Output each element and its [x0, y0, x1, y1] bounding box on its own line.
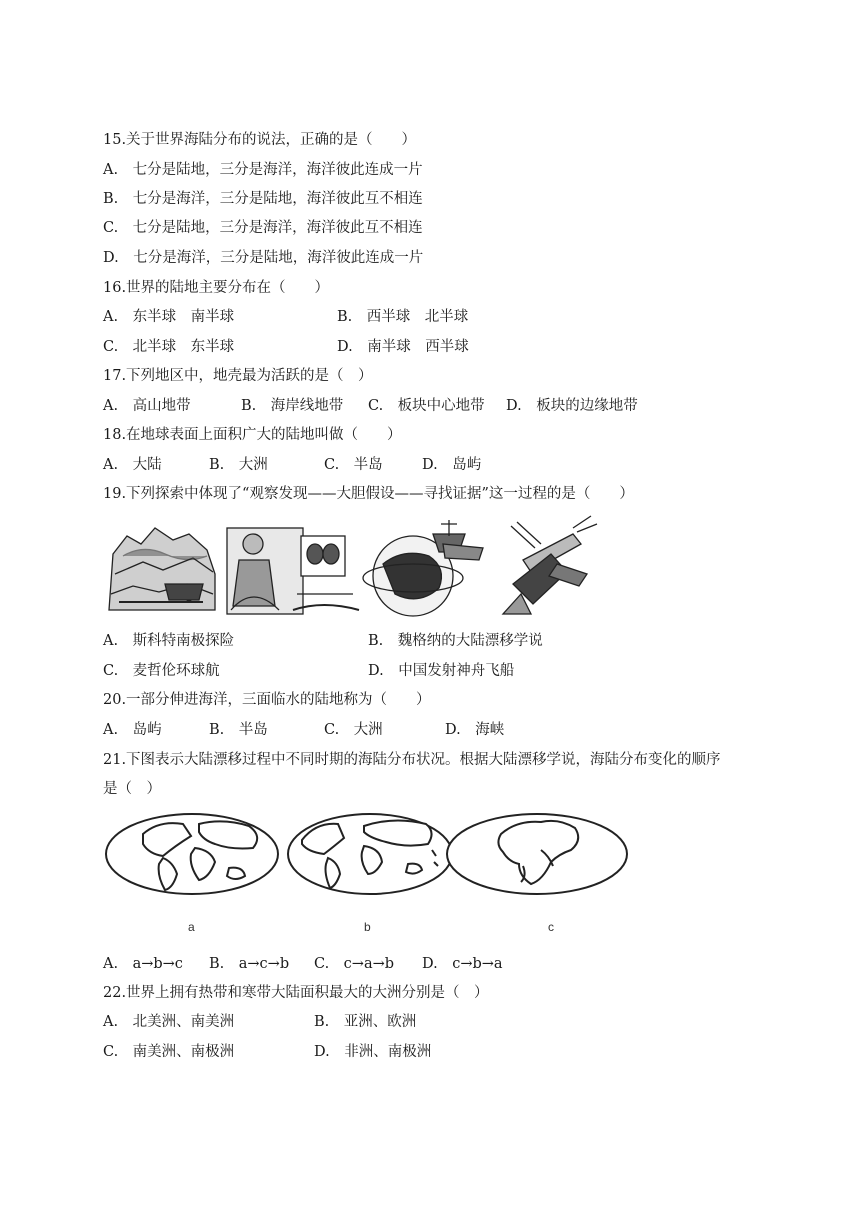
question-16-option-d[interactable]: D. 南半球 西半球 — [337, 339, 469, 355]
question-15-option-d[interactable]: D. 七分是海洋，三分是陆地，海洋彼此连成一片 — [103, 250, 424, 266]
question-18-stem: 18.在地球表面上面积广大的陆地叫做（ ） — [103, 427, 402, 443]
question-22-option-a[interactable]: A. 北美洲、南美洲 — [103, 1014, 235, 1030]
question-21-option-d[interactable]: D. c→b→a — [422, 956, 503, 972]
question-16-option-c[interactable]: C. 北半球 东半球 — [103, 339, 235, 355]
question-21-option-c[interactable]: C. c→a→b — [314, 956, 395, 972]
question-16-option-b[interactable]: B. 西半球 北半球 — [337, 309, 469, 325]
world-map-c — [447, 814, 627, 894]
world-map-a — [106, 814, 278, 894]
question-15-option-a[interactable]: A. 七分是陆地，三分是海洋，海洋彼此连成一片 — [103, 162, 423, 178]
question-15-option-b[interactable]: B. 七分是海洋，三分是陆地，海洋彼此互不相连 — [103, 191, 423, 207]
shenzhou-spacecraft-illustration — [503, 516, 597, 614]
question-18-option-c[interactable]: C. 半岛 — [324, 457, 383, 473]
question-16-option-a[interactable]: A. 东半球 南半球 — [103, 309, 235, 325]
question-22-option-b[interactable]: B. 亚洲、欧洲 — [314, 1014, 417, 1030]
question-17-option-b[interactable]: B. 海岸线地带 — [241, 398, 344, 414]
question-21-stem-line-1: 21.下图表示大陆漂移过程中不同时期的海陆分布状况。根据大陆漂移学说，海陆分布变化的顺序 — [103, 752, 721, 768]
question-16-stem: 16.世界的陆地主要分布在（ ） — [103, 280, 330, 296]
question-19-option-c[interactable]: C. 麦哲伦环球航 — [103, 663, 220, 679]
question-17-option-d[interactable]: D. 板块的边缘地带 — [506, 398, 638, 414]
question-22-stem: 22.世界上拥有热带和寒带大陆面积最大的大洲分别是（ ） — [103, 985, 489, 1001]
world-map-b — [288, 814, 452, 894]
question-17-option-c[interactable]: C. 板块中心地带 — [368, 398, 485, 414]
question-20-option-d[interactable]: D. 海峡 — [445, 722, 505, 738]
map-c-label: c — [548, 920, 554, 934]
question-19-stem: 19.下列探索中体现了“观察发现——大胆假设——寻找证据”这一过程的是（ ） — [103, 486, 634, 502]
map-a-label: a — [188, 920, 195, 934]
question-19-option-d[interactable]: D. 中国发射神舟飞船 — [368, 663, 515, 679]
question-15-option-c[interactable]: C. 七分是陆地，三分是海洋，海洋彼此互不相连 — [103, 220, 423, 236]
question-18-option-b[interactable]: B. 大洲 — [209, 457, 268, 473]
question-20-stem: 20.一部分伸进海洋，三面临水的陆地称为（ ） — [103, 692, 431, 708]
question-17-option-a[interactable]: A. 高山地带 — [103, 398, 191, 414]
exploration-illustrations — [103, 514, 603, 618]
antarctic-expedition-illustration — [109, 528, 215, 610]
magellan-globe-illustration — [363, 520, 483, 616]
map-b-label: b — [364, 920, 371, 934]
question-21-stem-line-2: 是（ ） — [103, 781, 161, 797]
question-17-stem: 17.下列地区中，地壳最为活跃的是（ ） — [103, 368, 373, 384]
question-20-option-a[interactable]: A. 岛屿 — [103, 722, 162, 738]
question-22-option-d[interactable]: D. 非洲、南极洲 — [314, 1044, 432, 1060]
question-20-option-b[interactable]: B. 半岛 — [209, 722, 268, 738]
question-22-option-c[interactable]: C. 南美洲、南极洲 — [103, 1044, 235, 1060]
question-19-option-a[interactable]: A. 斯科特南极探险 — [103, 633, 235, 649]
question-15-stem: 15.关于世界海陆分布的说法，正确的是（ ） — [103, 132, 417, 148]
question-18-option-d[interactable]: D. 岛屿 — [422, 457, 482, 473]
continental-drift-maps — [103, 810, 633, 898]
question-19-option-b[interactable]: B. 魏格纳的大陆漂移学说 — [368, 633, 543, 649]
question-21-option-a[interactable]: A. a→b→c — [103, 956, 183, 972]
question-20-option-c[interactable]: C. 大洲 — [324, 722, 383, 738]
wegener-illustration — [227, 528, 359, 614]
question-21-option-b[interactable]: B. a→c→b — [209, 956, 290, 972]
question-18-option-a[interactable]: A. 大陆 — [103, 457, 162, 473]
